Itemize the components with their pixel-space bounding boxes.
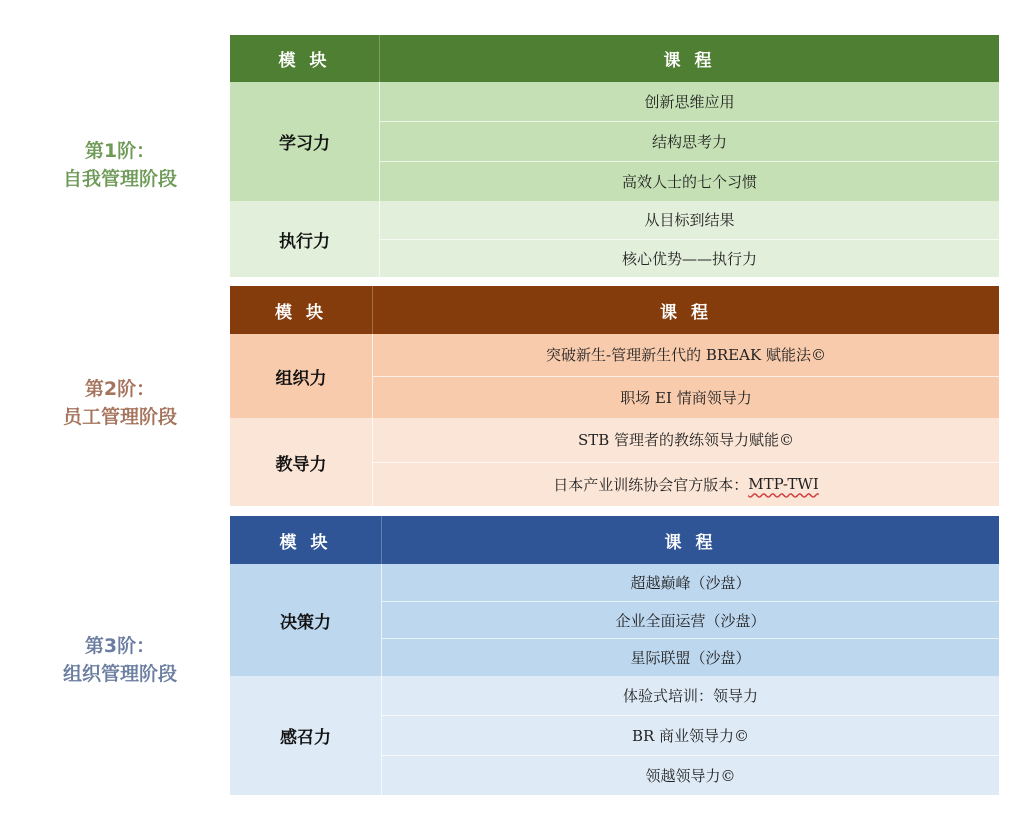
module-group-learning xyxy=(230,82,999,201)
stage-2-label xyxy=(30,375,210,431)
course-item: 创新思维应用 xyxy=(380,82,999,122)
stage-1-label-line1: 第1阶： xyxy=(84,140,156,162)
course-item: 超越巅峰（沙盘） xyxy=(382,564,999,602)
module-name: 决策力 xyxy=(230,564,382,676)
stage-3-table xyxy=(230,516,999,795)
module-column-header: 模 块 xyxy=(230,286,373,334)
stage-1-table xyxy=(230,35,999,277)
module-column-header: 模 块 xyxy=(230,516,382,564)
course-item: 领越领导力© xyxy=(645,767,736,785)
stage-2-header-row xyxy=(230,286,999,334)
module-group-decision xyxy=(230,564,999,676)
stage-1-header-row xyxy=(230,35,999,82)
module-name: 感召力 xyxy=(230,676,382,795)
course-item xyxy=(373,463,999,507)
course-item-text: 日本产业训练协会官方版本： xyxy=(553,475,749,494)
course-item: 突破新生-管理新生代的 BREAK 赋能法© xyxy=(373,334,999,377)
course-item: 结构思考力 xyxy=(380,122,999,162)
course-item: 从目标到结果 xyxy=(380,201,999,240)
course-item: STB 管理者的教练领导力赋能© xyxy=(373,418,999,463)
stage-3-header-row xyxy=(230,516,999,564)
stage-2-label-line2: 员工管理阶段 xyxy=(62,406,177,428)
course-column-header: 课 程 xyxy=(660,302,712,323)
stage-2-label-line1: 第2阶： xyxy=(84,378,156,400)
stage-3-label-line2: 组织管理阶段 xyxy=(62,663,177,685)
course-item: 体验式培训：领导力 xyxy=(382,676,999,716)
module-group-coaching xyxy=(230,418,999,506)
course-item: BR 商业领导力© xyxy=(382,716,999,756)
module-group-organization xyxy=(230,334,999,418)
module-name: 教导力 xyxy=(230,418,373,506)
module-group-execution xyxy=(230,201,999,277)
course-item-suffix: MTP-TWI xyxy=(748,475,819,494)
course-item: 企业全面运营（沙盘） xyxy=(382,602,999,640)
course-item: 高效人士的七个习惯 xyxy=(621,173,757,191)
course-item: 核心优势——执行力 xyxy=(621,249,757,268)
course-column-header: 课 程 xyxy=(664,532,717,553)
module-column-header: 模 块 xyxy=(230,35,380,82)
course-column-header: 课 程 xyxy=(663,51,716,71)
module-name: 执行力 xyxy=(230,201,380,277)
course-item: 职场 EI 情商领导力 xyxy=(620,388,752,407)
stage-2-table xyxy=(230,286,999,506)
stage-3-label xyxy=(30,632,210,688)
stage-3-label-line1: 第3阶： xyxy=(84,635,156,657)
module-group-influence xyxy=(230,676,999,795)
module-name: 学习力 xyxy=(230,82,380,201)
module-name: 组织力 xyxy=(230,334,373,418)
course-item: 星际联盟（沙盘） xyxy=(630,649,751,668)
stage-1-label-line2: 自我管理阶段 xyxy=(62,168,177,190)
stage-1-label xyxy=(30,137,210,193)
